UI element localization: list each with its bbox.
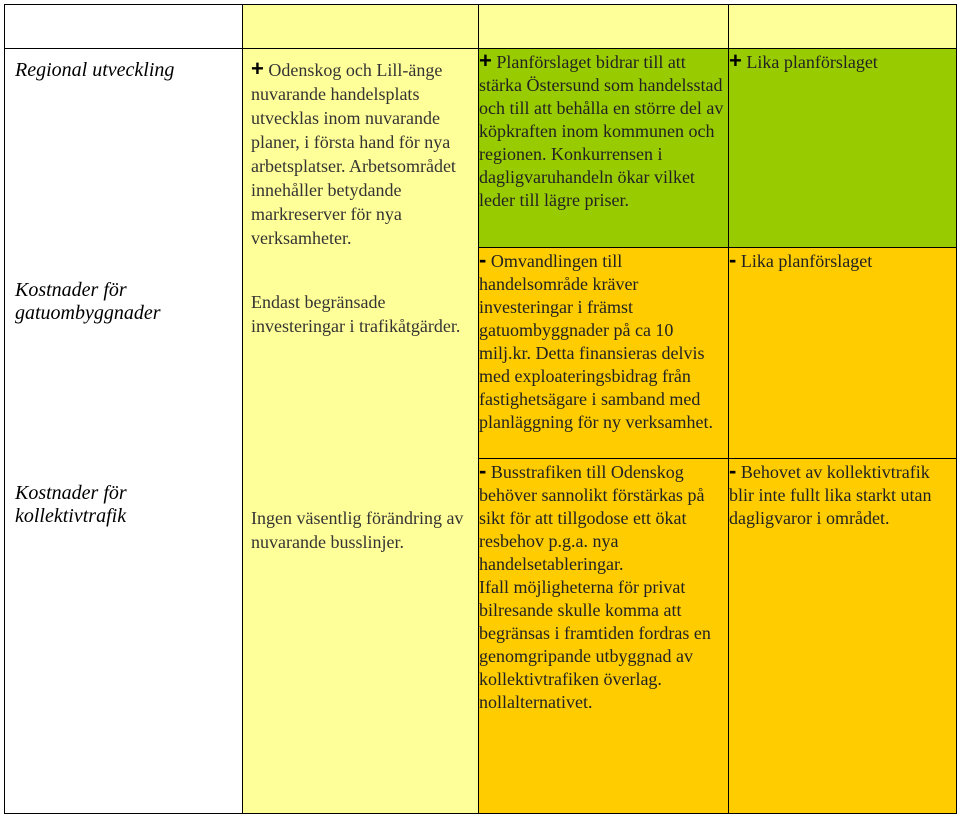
table-row	[5, 49, 957, 248]
cell-text: Lika planförslaget	[746, 52, 878, 72]
nollalternativ-cell	[243, 49, 478, 282]
header-row	[5, 5, 957, 49]
criteria-column	[5, 49, 243, 814]
plus-sign-icon: +	[729, 48, 742, 73]
minus-sign-icon: -	[479, 458, 487, 483]
header-cell-jamforelse	[729, 5, 957, 49]
header-cell-criterion	[5, 5, 243, 49]
comparison-table	[4, 4, 957, 814]
cell-text: Ingen väsentlig förändring av nuvarande busslinjer.	[251, 508, 464, 552]
cell-text: Planförslaget bidrar till att stärka Östersund som handelsstad och till att behålla en större del av köpkraften inom kommunen och regionen. Konkurrensen i dagligvaruhandeln ökar vilket leder till lägre priser.	[479, 52, 724, 210]
cell-text: Omvandlingen till handelsområde kräver investeringar i främst gatuombyggnader på ca 10 milj.kr. Detta finansieras delvis med exploateringsbidrag från fastighetsägare i samband med planläggning för ny verksamhet.	[479, 251, 713, 432]
plus-sign-icon: +	[479, 48, 492, 73]
nollalternativ-cell	[243, 498, 478, 554]
minus-sign-icon: -	[479, 247, 487, 272]
cell-text: Behovet av kollektivtrafik blir inte fullt lika starkt utan dagligvaror i området.	[729, 462, 932, 528]
cell-text: Lika planförslaget	[740, 251, 873, 271]
planforslag-cell	[479, 459, 729, 814]
jamforelse-cell	[729, 248, 957, 459]
criterion-label: Kostnader för kollektivtrafik	[15, 482, 127, 527]
header-cell-nollalternativ	[243, 5, 479, 49]
planforslag-cell	[479, 49, 729, 248]
cell-text: nollalternativet.	[479, 692, 593, 712]
minus-sign-icon: -	[729, 458, 737, 483]
minus-sign-icon: -	[729, 247, 737, 272]
jamforelse-cell	[729, 459, 957, 814]
nollalternativ-column	[243, 49, 479, 814]
planforslag-cell	[479, 248, 729, 459]
cell-text: Ifall möjligheterna för privat bilresande skulle komma att begränsas i framtiden fordras en genomgripande utbyggnad av kollektivtrafiken överlag.	[479, 577, 711, 689]
nollalternativ-cell	[243, 282, 478, 498]
cell-text: Busstrafiken till Odenskog behöver sannolikt förstärkas på sikt för att tillgodose ett ökat resbehov p.g.a. nya handelsetableringar.	[479, 462, 705, 574]
header-cell-planforslag	[479, 5, 729, 49]
cell-text: Odenskog och Lill-änge nuvarande handelsplats utvecklas inom nuvarande planer, i första hand för nya arbetsplatser. Arbetsområdet innehåller betydande markreserver för nya verksamheter.	[251, 60, 456, 248]
criterion-label: Regional utveckling	[15, 59, 175, 81]
criterion-label: Kostnader för gatuombyggnader	[15, 279, 161, 324]
cell-text: Endast begränsade investeringar i trafikåtgärder.	[251, 292, 461, 336]
jamforelse-cell	[729, 49, 957, 248]
plus-sign-icon: +	[251, 56, 264, 81]
